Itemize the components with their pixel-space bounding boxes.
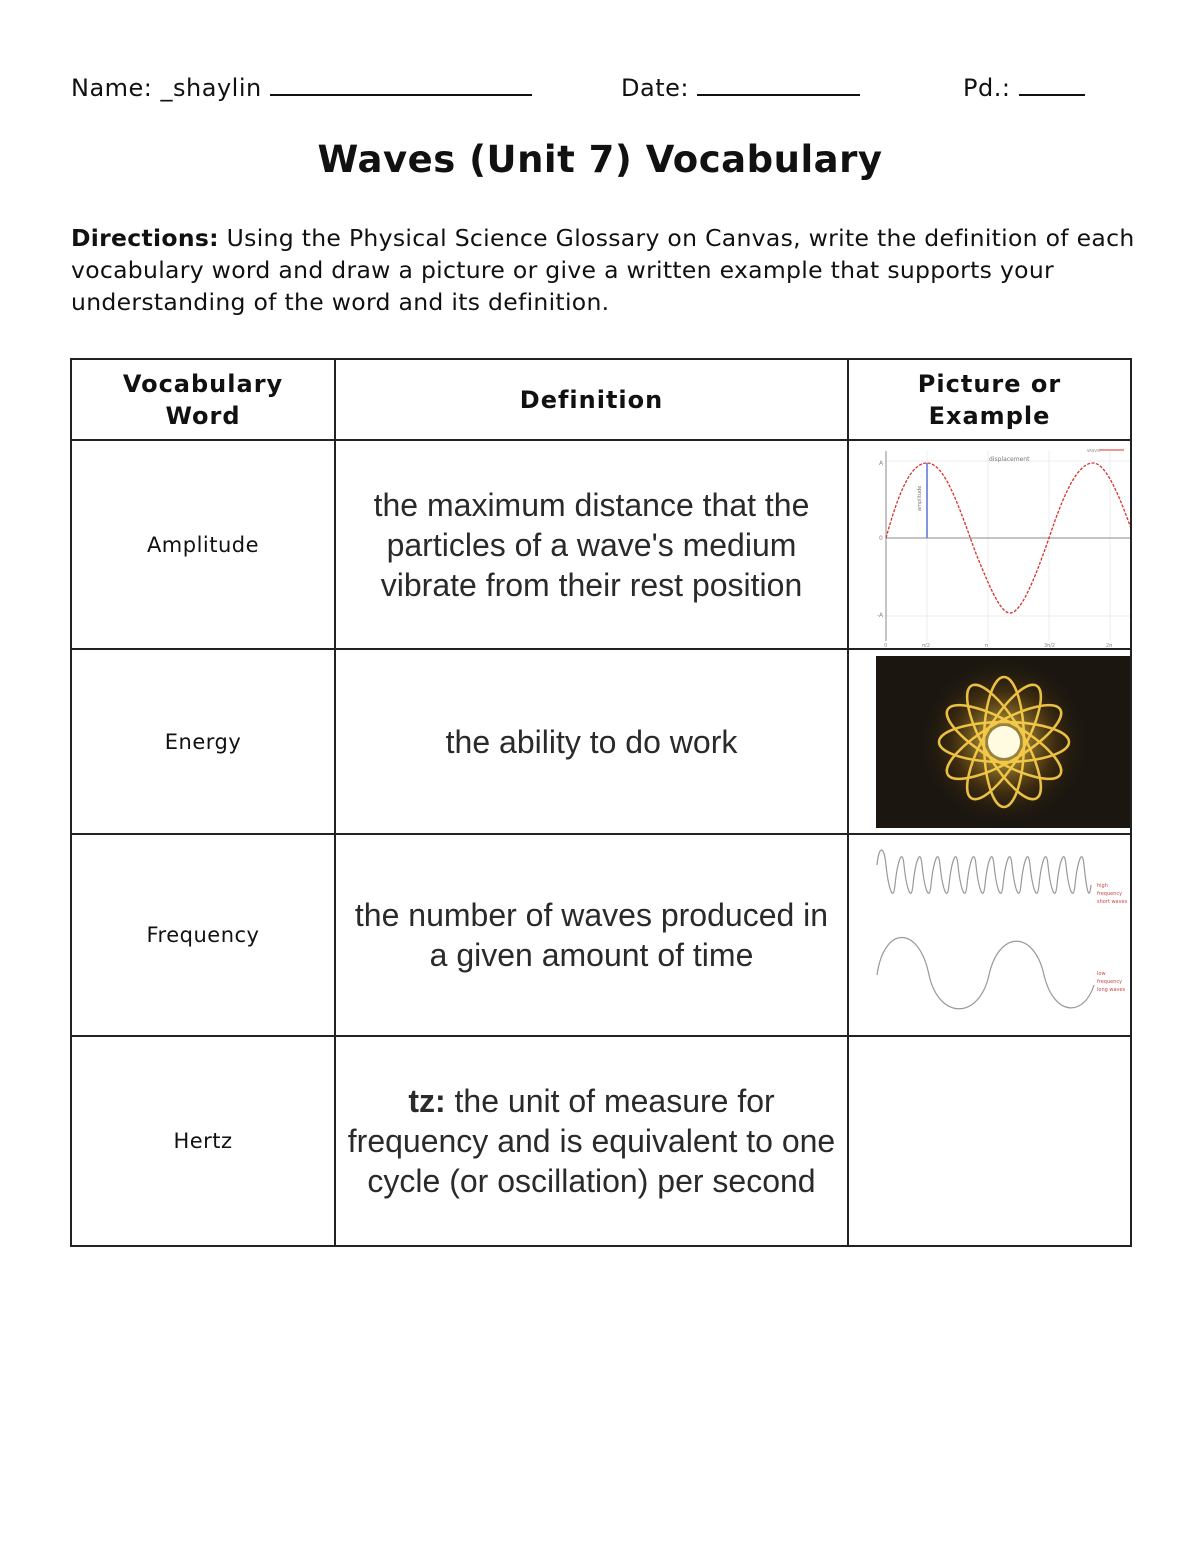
- svg-text:2π: 2π: [1106, 643, 1113, 648]
- glowing-energy-orbital-image-icon: [849, 650, 1131, 833]
- svg-text:wave: wave: [1087, 448, 1101, 454]
- date-label: Date:: [621, 74, 689, 102]
- low-frequency-wave: [877, 938, 1094, 1009]
- table-row: [71, 1036, 1131, 1246]
- svg-text:3π/2: 3π/2: [1044, 643, 1056, 648]
- pd-blank: [1019, 72, 1085, 96]
- svg-text:0: 0: [879, 535, 883, 542]
- row-definition-hertz[interactable]: [335, 1036, 848, 1246]
- definition-text: the ability to do work: [445, 723, 738, 760]
- page-title: Waves (Unit 7) Vocabulary: [317, 138, 883, 181]
- svg-text:π/2: π/2: [922, 643, 930, 648]
- header-vocabulary-word: Vocabulary Word: [71, 359, 335, 440]
- directions-paragraph: [71, 222, 1141, 318]
- name-label: Name: _shaylin: [71, 74, 262, 102]
- period-field[interactable]: [963, 72, 1085, 102]
- date-field[interactable]: [621, 72, 860, 102]
- vocabulary-table: [70, 358, 1132, 1247]
- svg-text:frequency: frequency: [1097, 979, 1123, 985]
- pd-label: Pd.:: [963, 74, 1011, 102]
- definition-text: the unit of measure for frequency and is equivalent to one cycle (or oscillation) per second: [347, 1083, 836, 1199]
- svg-text:0: 0: [884, 643, 888, 648]
- svg-text:amplitude: amplitude: [917, 485, 923, 511]
- row-definition-frequency[interactable]: [335, 834, 848, 1036]
- header-fields: [71, 72, 1131, 106]
- table-row: [71, 440, 1131, 649]
- definition-text: the number of waves produced in a given amount of time: [354, 897, 829, 973]
- sine-wave-amplitude-graph-icon: [849, 441, 1131, 648]
- definition-prefix: tz:: [408, 1083, 446, 1119]
- svg-text:π: π: [985, 643, 989, 648]
- table-row: [71, 834, 1131, 1036]
- high-frequency-wave: [877, 850, 1091, 893]
- svg-text:A: A: [879, 460, 884, 467]
- header-picture-or-example: Picture or Example: [848, 359, 1131, 440]
- name-blank: [270, 72, 532, 96]
- directions-text: Using the Physical Science Glossary on Canvas, write the definition of each vocabulary word and draw a picture or give a written example that supports your understanding of the word and its definition.: [71, 224, 1135, 316]
- row-definition-amplitude[interactable]: [335, 440, 848, 649]
- svg-text:long waves: long waves: [1097, 987, 1126, 993]
- svg-text:frequency: frequency: [1097, 891, 1123, 897]
- svg-text:high: high: [1097, 883, 1108, 889]
- row-word-hertz: Hertz: [71, 1036, 335, 1246]
- svg-text:-A: -A: [877, 612, 884, 619]
- name-field[interactable]: [71, 72, 532, 102]
- high-low-frequency-waves-diagram-icon: [849, 835, 1131, 1035]
- table-header-row: [71, 359, 1131, 440]
- svg-text:low: low: [1097, 971, 1106, 977]
- row-word-amplitude: Amplitude: [71, 440, 335, 649]
- directions-label: Directions:: [71, 224, 219, 252]
- picture-cell-energy[interactable]: [848, 649, 1131, 834]
- header-definition: Definition: [335, 359, 848, 440]
- picture-cell-frequency[interactable]: [848, 834, 1131, 1036]
- svg-text:short waves: short waves: [1097, 899, 1128, 905]
- svg-text:displacement: displacement: [989, 456, 1030, 463]
- definition-text: the maximum distance that the particles of a wave's medium vibrate from their rest position: [373, 486, 810, 603]
- row-definition-energy[interactable]: [335, 649, 848, 834]
- picture-cell-amplitude[interactable]: [848, 440, 1131, 649]
- table-row: [71, 649, 1131, 834]
- date-blank: [697, 72, 860, 96]
- row-word-frequency: Frequency: [71, 834, 335, 1036]
- row-word-energy: Energy: [71, 649, 335, 834]
- picture-cell-hertz-empty[interactable]: [848, 1036, 1131, 1246]
